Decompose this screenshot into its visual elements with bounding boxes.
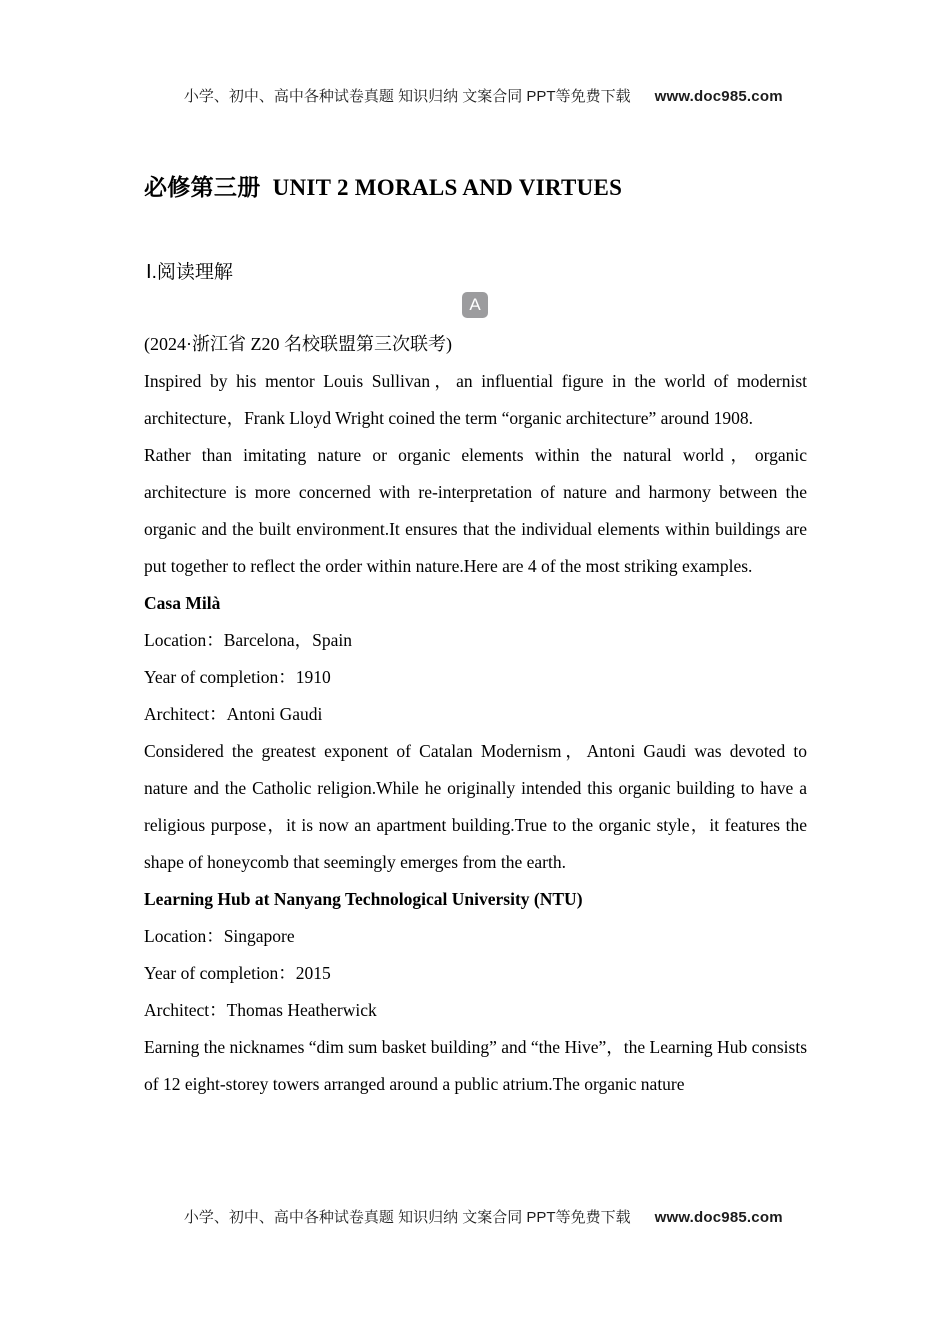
header-tagline: 小学、初中、高中各种试卷真题 知识归纳 文案合同 PPT等免费下载	[183, 88, 631, 105]
building-description: Earning the nicknames “dim sum basket building” and “the Hive”，the Learning Hub consists of 12 eight-storey towers arranged around a public atrium.The organic nature	[144, 1037, 807, 1094]
building-year: Year of completion：2015	[144, 963, 331, 983]
passage-body	[144, 326, 807, 1103]
building-name: Casa Milà	[144, 593, 221, 613]
page-title: 必修第三册 UNIT 2 MORALS AND VIRTUES	[144, 175, 623, 200]
passage-label: A	[469, 295, 481, 314]
section-heading: Ⅰ.阅读理解	[146, 262, 233, 283]
building-location: Location：Barcelona，Spain	[144, 630, 352, 650]
building-description: Considered the greatest exponent of Catalan Modernism，Antoni Gaudi was devoted to nature and the Catholic religion.While he originally intended this organic building to have a religious purpose，it is now an apartment building.True to the organic style，it features the shape of honeycomb that seemingly emerges from the earth.	[144, 741, 807, 872]
building-name: Learning Hub at Nanyang Technological University (NTU)	[144, 889, 583, 909]
footer-site-url: www.doc985.com	[654, 1209, 783, 1226]
footer-tagline: 小学、初中、高中各种试卷真题 知识归纳 文案合同 PPT等免费下载	[183, 1209, 631, 1226]
page-header	[0, 68, 950, 123]
passage-label-badge	[462, 292, 488, 318]
header-site-url: www.doc985.com	[654, 88, 783, 105]
paragraph-intro-1: Inspired by his mentor Louis Sullivan，an influential figure in the world of modernist architecture，Frank Lloyd Wright coined the term “organic architecture” around 1908.	[144, 371, 807, 428]
building-architect: Architect：Thomas Heatherwick	[144, 1000, 377, 1020]
building-architect: Architect：Antoni Gaudi	[144, 704, 323, 724]
building-year: Year of completion：1910	[144, 667, 331, 687]
passage-source: (2024·浙江省 Z20 名校联盟第三次联考)	[144, 334, 452, 354]
page-footer	[0, 1189, 950, 1244]
paragraph-intro-2: Rather than imitating nature or organic elements within the natural world，organic architecture is more concerned with re-interpretation of nature and harmony between the organic and the built environment.It ensures that the individual elements within buildings are put together to reflect the order within nature.Here are 4 of the most striking examples.	[144, 445, 807, 576]
building-location: Location：Singapore	[144, 926, 295, 946]
